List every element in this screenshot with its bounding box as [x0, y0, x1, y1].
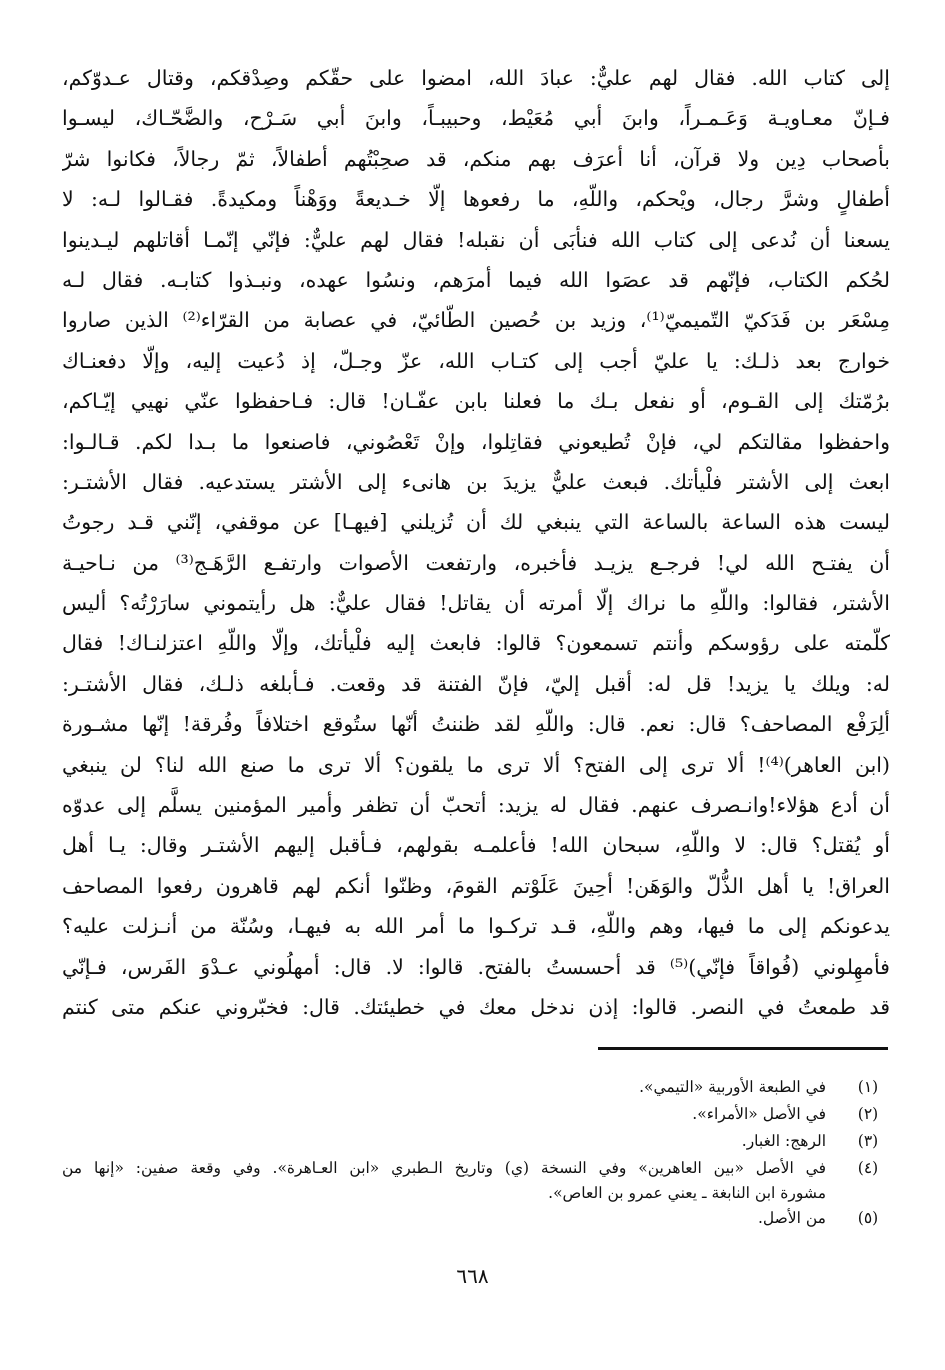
- main-text-block: [62, 58, 890, 1027]
- text-line: أن يفتـح الله لي! فرجـع يزيـد فأخبره، وارتفعت الأصوات وارتفـع الرَّهَـج⁽³⁾ من نـاحيـة: [62, 550, 890, 575]
- text-line: بأصحاب دِين ولا قرآن، أنا أعرَف بهم منكم، قد صحِبْتُهم أطفالاً، ثمّ رجالاً، فكانوا شرّ: [62, 146, 890, 171]
- text-line: أو يُقتل؟ قال: لا واللّهِ، سبحان الله! فأعلمـه بقولهم، فـأقبل إليهم الأشتـر وقال: يـا أهل: [62, 833, 890, 858]
- footnote-number: (١): [857, 1078, 879, 1096]
- footnote-line: في الطبعة الأوربية «التيمي».: [639, 1078, 826, 1096]
- text-line: إلى كتاب الله. فقال لهم عليٌّ: عبادَ الله، امضوا على حقّكم وصِدْقكم، وقتال عـدوّكم،: [62, 66, 890, 90]
- text-line: له: ويلك يا يزيد! قل له: أقبل إليّ، فإنّ الفتنة قد وقعت. فـأبلغه ذلـك، فقال الأشتـر:: [62, 671, 890, 696]
- text-line: فأمهِلوني (فُواقاً فإنّي)⁽⁵⁾ قد أحسستُ بالفتح. قالوا: لا. قال: أمهلُوني عـدْوَ الفَرس، فـإنّي: [62, 954, 890, 979]
- text-line: برُمّتك إلى القـوم، أو نفعل بـك ما فعلنا بابن عفّـان! قال: فـاحفظوا عنّي نهيي إيّـاكم،: [62, 389, 890, 414]
- footnote-line: مشورة ابن النابغة ـ يعني عمرو بن العاص».: [548, 1184, 826, 1202]
- footnote-1: [62, 1075, 888, 1102]
- footnote-number: (٣): [857, 1132, 879, 1150]
- text-line: ابعث إلى الأشتر فلْيأتك. فبعث عليٌّ يزيدَ بن هانىء إلى الأشتر يستدعيه. فقال الأشتـر:: [62, 469, 890, 494]
- footnote-5: [62, 1206, 888, 1233]
- text-line: مِسْعَر بن فَدَكيّ التّميميّ⁽¹⁾، وزيد بن حُصين الطّائيّ، في عصابة من القرّاء⁽²⁾ الذين صاروا: [62, 308, 890, 333]
- text-line: ألِرَفْع المصاحف؟ قال: نعم. قال: واللّهِ لقد ظننتُ أنّها ستُوقع اختلافاً وفُرقة! إنّها مشـورة: [62, 712, 890, 737]
- footnote-4: [62, 1156, 888, 1206]
- footnote-number: (٥): [857, 1209, 879, 1227]
- footnote-3: [62, 1129, 888, 1156]
- text-line: فـإنّ معـاويـة وَعَـمـراً، وابنَ أبي مُعَيْط، وحبيبـاً، وابنَ أبي سَـرْح، والضَّحّـاك، ليسـوا: [62, 106, 890, 131]
- footnote-line: الرهج: الغبار.: [741, 1132, 826, 1150]
- text-line: كلّمته على رؤوسكم وأنتم تسمعون؟ قالوا: فابعث إليه فلْيأتك، وإلّا واللّهِ اعتزلنـاك! فقال: [62, 631, 890, 656]
- footnote-number: (٢): [857, 1105, 879, 1123]
- footnote-number: (٤): [857, 1159, 879, 1177]
- text-line: واحفظوا مقالتكم لي، فإنْ تُطيعوني فقاتِلوا، وإنْ تَعْصُوني، فاصنعوا ما بـدا لكم. قـالـوا:: [62, 429, 890, 454]
- text-line: أطفالٍ وشرَّ رجال، ويْحكم، واللّهِ، ما رفعوها إلّا خـديعةً ووَهْناً ومكيدةً. فقـالوا لـه: لا: [62, 187, 890, 212]
- text-line: (ابن العاهر)⁽⁴⁾! ألا ترى إلى الفتح؟ ألا ترى ما يلقون؟ ألا ترى ما صنع الله لنا؟ لن ينبغي: [62, 752, 890, 777]
- footnote-text: [62, 1102, 826, 1127]
- text-line: يسعنا أن نُدعى إلى كتاب الله فنأبَى أن نقبله! فقال لهم عليٌّ: فإنّي إنّمـا أقاتلهم ليـدينوا: [62, 227, 890, 252]
- text-line: خوارج بعد ذلـك: يا عليّ أجب إلى كتـاب الله، عزّ وجـلّ، إذ دُعيت إليه، وإلّا دفعنـاك: [62, 348, 890, 373]
- text-line: العراق! يا أهل الذُّلّ والوَهَن! أحِينَ عَلَوْتم القومَ، وظنّوا أنكم لهم قاهرون رفعوا المصاحف: [62, 873, 890, 898]
- text-line: يدعونكم إلى ما فيها، وهم واللّهِ، قـد تركـوا ما أمر الله به فيهـا، وسُنّة من أنـزلت عليه؟: [62, 914, 890, 939]
- text-line: أن أدع هؤلاء!وانـصرف عنهم. فقال له يزيد: أتحبّ أن تظفر وأمير المؤمنين يسلَّم إلى عدوّه: [62, 793, 890, 818]
- footnote-2: [62, 1102, 888, 1129]
- text-line: الأشتر، فقالوا: واللّهِ ما نراك إلّا أمرته أن يقاتل! فقال عليٌّ: هل رأيتموني سارَرْتُه؟ أليس: [62, 591, 890, 616]
- footnote-line: في الأصل «الأمراء».: [692, 1105, 826, 1123]
- footnotes-block: [62, 1075, 888, 1233]
- footnote-text: [62, 1156, 826, 1206]
- footnote-line: في الأصل «بين العاهرين» وفي النسخة (ي) وتاريخ الـطبري «ابن العـاهرة». وفي وقعة صفين: «إنها من: [62, 1159, 826, 1177]
- footnote-separator: [598, 1047, 888, 1050]
- text-line: قد طمعتُ في النصر. قالوا: إذن ندخل معك في خطيئتك. قال: فخبّروني عنكم متى كنتم: [62, 994, 890, 1019]
- footnote-text: [62, 1206, 826, 1231]
- page-number: ٦٦٨: [456, 1264, 489, 1288]
- footnote-line: من الأصل.: [757, 1209, 826, 1227]
- footnote-text: [62, 1075, 826, 1100]
- footnote-text: [62, 1129, 826, 1154]
- text-line: لحُكم الكتاب، فإنّهم قد عصَوا الله فيما أمرَهم، ونسُوا عهده، ونبـذوا كتابـه. فقال لـه: [62, 267, 890, 292]
- text-line: ليست هذه الساعة بالساعة التي ينبغي لك أن تُزيلني [فيهـا] عن موقفي، إنّني قـد رجوتُ: [62, 510, 890, 535]
